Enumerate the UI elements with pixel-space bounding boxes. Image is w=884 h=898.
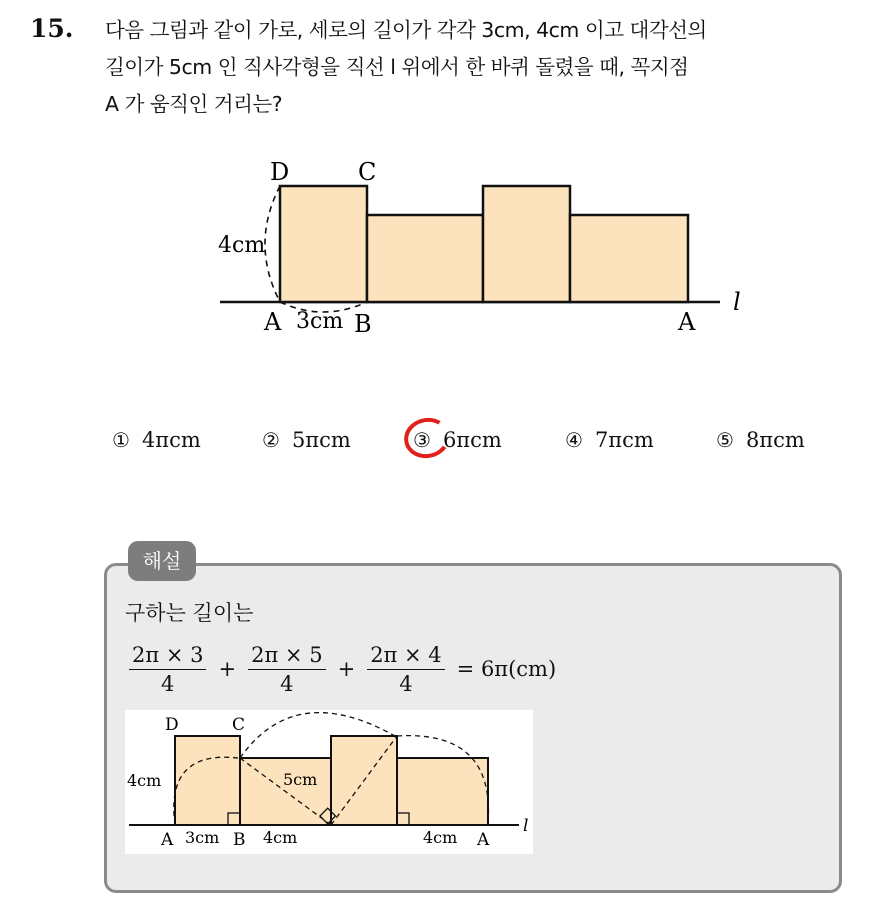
- label-b: B: [354, 310, 372, 338]
- solution-line: 구하는 길이는: [125, 601, 254, 625]
- label-d: D: [165, 715, 179, 735]
- rect-wide-1: [367, 215, 483, 302]
- rect-tall-2: [483, 186, 570, 302]
- plus-sign: +: [337, 657, 356, 681]
- label-a-right: A: [678, 308, 696, 336]
- rect-tall-1: [175, 736, 240, 825]
- choice-5[interactable]: [716, 428, 805, 452]
- numerator: 2π × 4: [367, 643, 444, 670]
- label-b: B: [233, 830, 246, 850]
- fraction: [129, 643, 206, 696]
- rect-tall-1: [280, 186, 367, 302]
- label-a-left: A: [161, 830, 174, 850]
- formula-result: = 6π(cm): [456, 657, 557, 681]
- label-height: 4cm: [127, 771, 162, 790]
- choice-text: 6πcm: [442, 428, 502, 452]
- height-arc: [265, 186, 280, 302]
- choice-mark: ④: [565, 428, 583, 452]
- label-seg1: 4cm: [263, 828, 298, 847]
- label-d: D: [270, 158, 290, 186]
- choice-4[interactable]: [565, 428, 654, 452]
- choice-1[interactable]: [112, 428, 201, 452]
- label-c: C: [232, 715, 246, 735]
- fraction: [248, 643, 325, 696]
- solution-formula: [125, 636, 564, 702]
- question-text: [105, 12, 875, 123]
- label-width: 3cm: [296, 309, 344, 334]
- denominator: 4: [399, 671, 413, 696]
- label-a-right: A: [477, 830, 490, 850]
- label-a-left: A: [264, 308, 282, 336]
- label-diag: 5cm: [283, 770, 318, 789]
- choice-mark: ①: [112, 428, 130, 452]
- rolling-rectangle-figure: [200, 150, 760, 350]
- choice-2[interactable]: [262, 428, 351, 452]
- denominator: 4: [161, 671, 175, 696]
- fraction: [367, 643, 444, 696]
- label-seg2: 4cm: [423, 828, 458, 847]
- choice-mark: ③: [413, 428, 431, 452]
- choice-text: 7πcm: [594, 428, 654, 452]
- label-line-l: l: [733, 288, 741, 316]
- label-height: 4cm: [218, 233, 266, 258]
- choice-mark: ⑤: [716, 428, 734, 452]
- question-line: 다음 그림과 같이 가로, 세로의 길이가 각각 3cm, 4cm 이고 대각선의: [105, 18, 707, 42]
- numerator: 2π × 5: [248, 643, 325, 670]
- numerator: 2π × 3: [129, 643, 206, 670]
- question-line: A 가 움직인 거리는?: [105, 92, 283, 116]
- choice-text: 5πcm: [291, 428, 351, 452]
- question-number: 15.: [30, 14, 74, 43]
- choice-text: 4πcm: [141, 428, 201, 452]
- label-line-l: l: [523, 816, 529, 836]
- denominator: 4: [280, 671, 294, 696]
- choice-text: 8πcm: [745, 428, 805, 452]
- rect-wide-2: [570, 215, 688, 302]
- label-width: 3cm: [185, 828, 220, 847]
- choice-mark: ②: [262, 428, 280, 452]
- question-line: 길이가 5cm 인 직사각형을 직선 l 위에서 한 바퀴 돌렸을 때, 꼭지점: [105, 55, 689, 79]
- solution-tag: 해설: [128, 541, 196, 581]
- plus-sign: +: [218, 657, 237, 681]
- rect-wide-2: [397, 758, 488, 825]
- label-c: C: [358, 158, 377, 186]
- solution-figure: [125, 710, 533, 854]
